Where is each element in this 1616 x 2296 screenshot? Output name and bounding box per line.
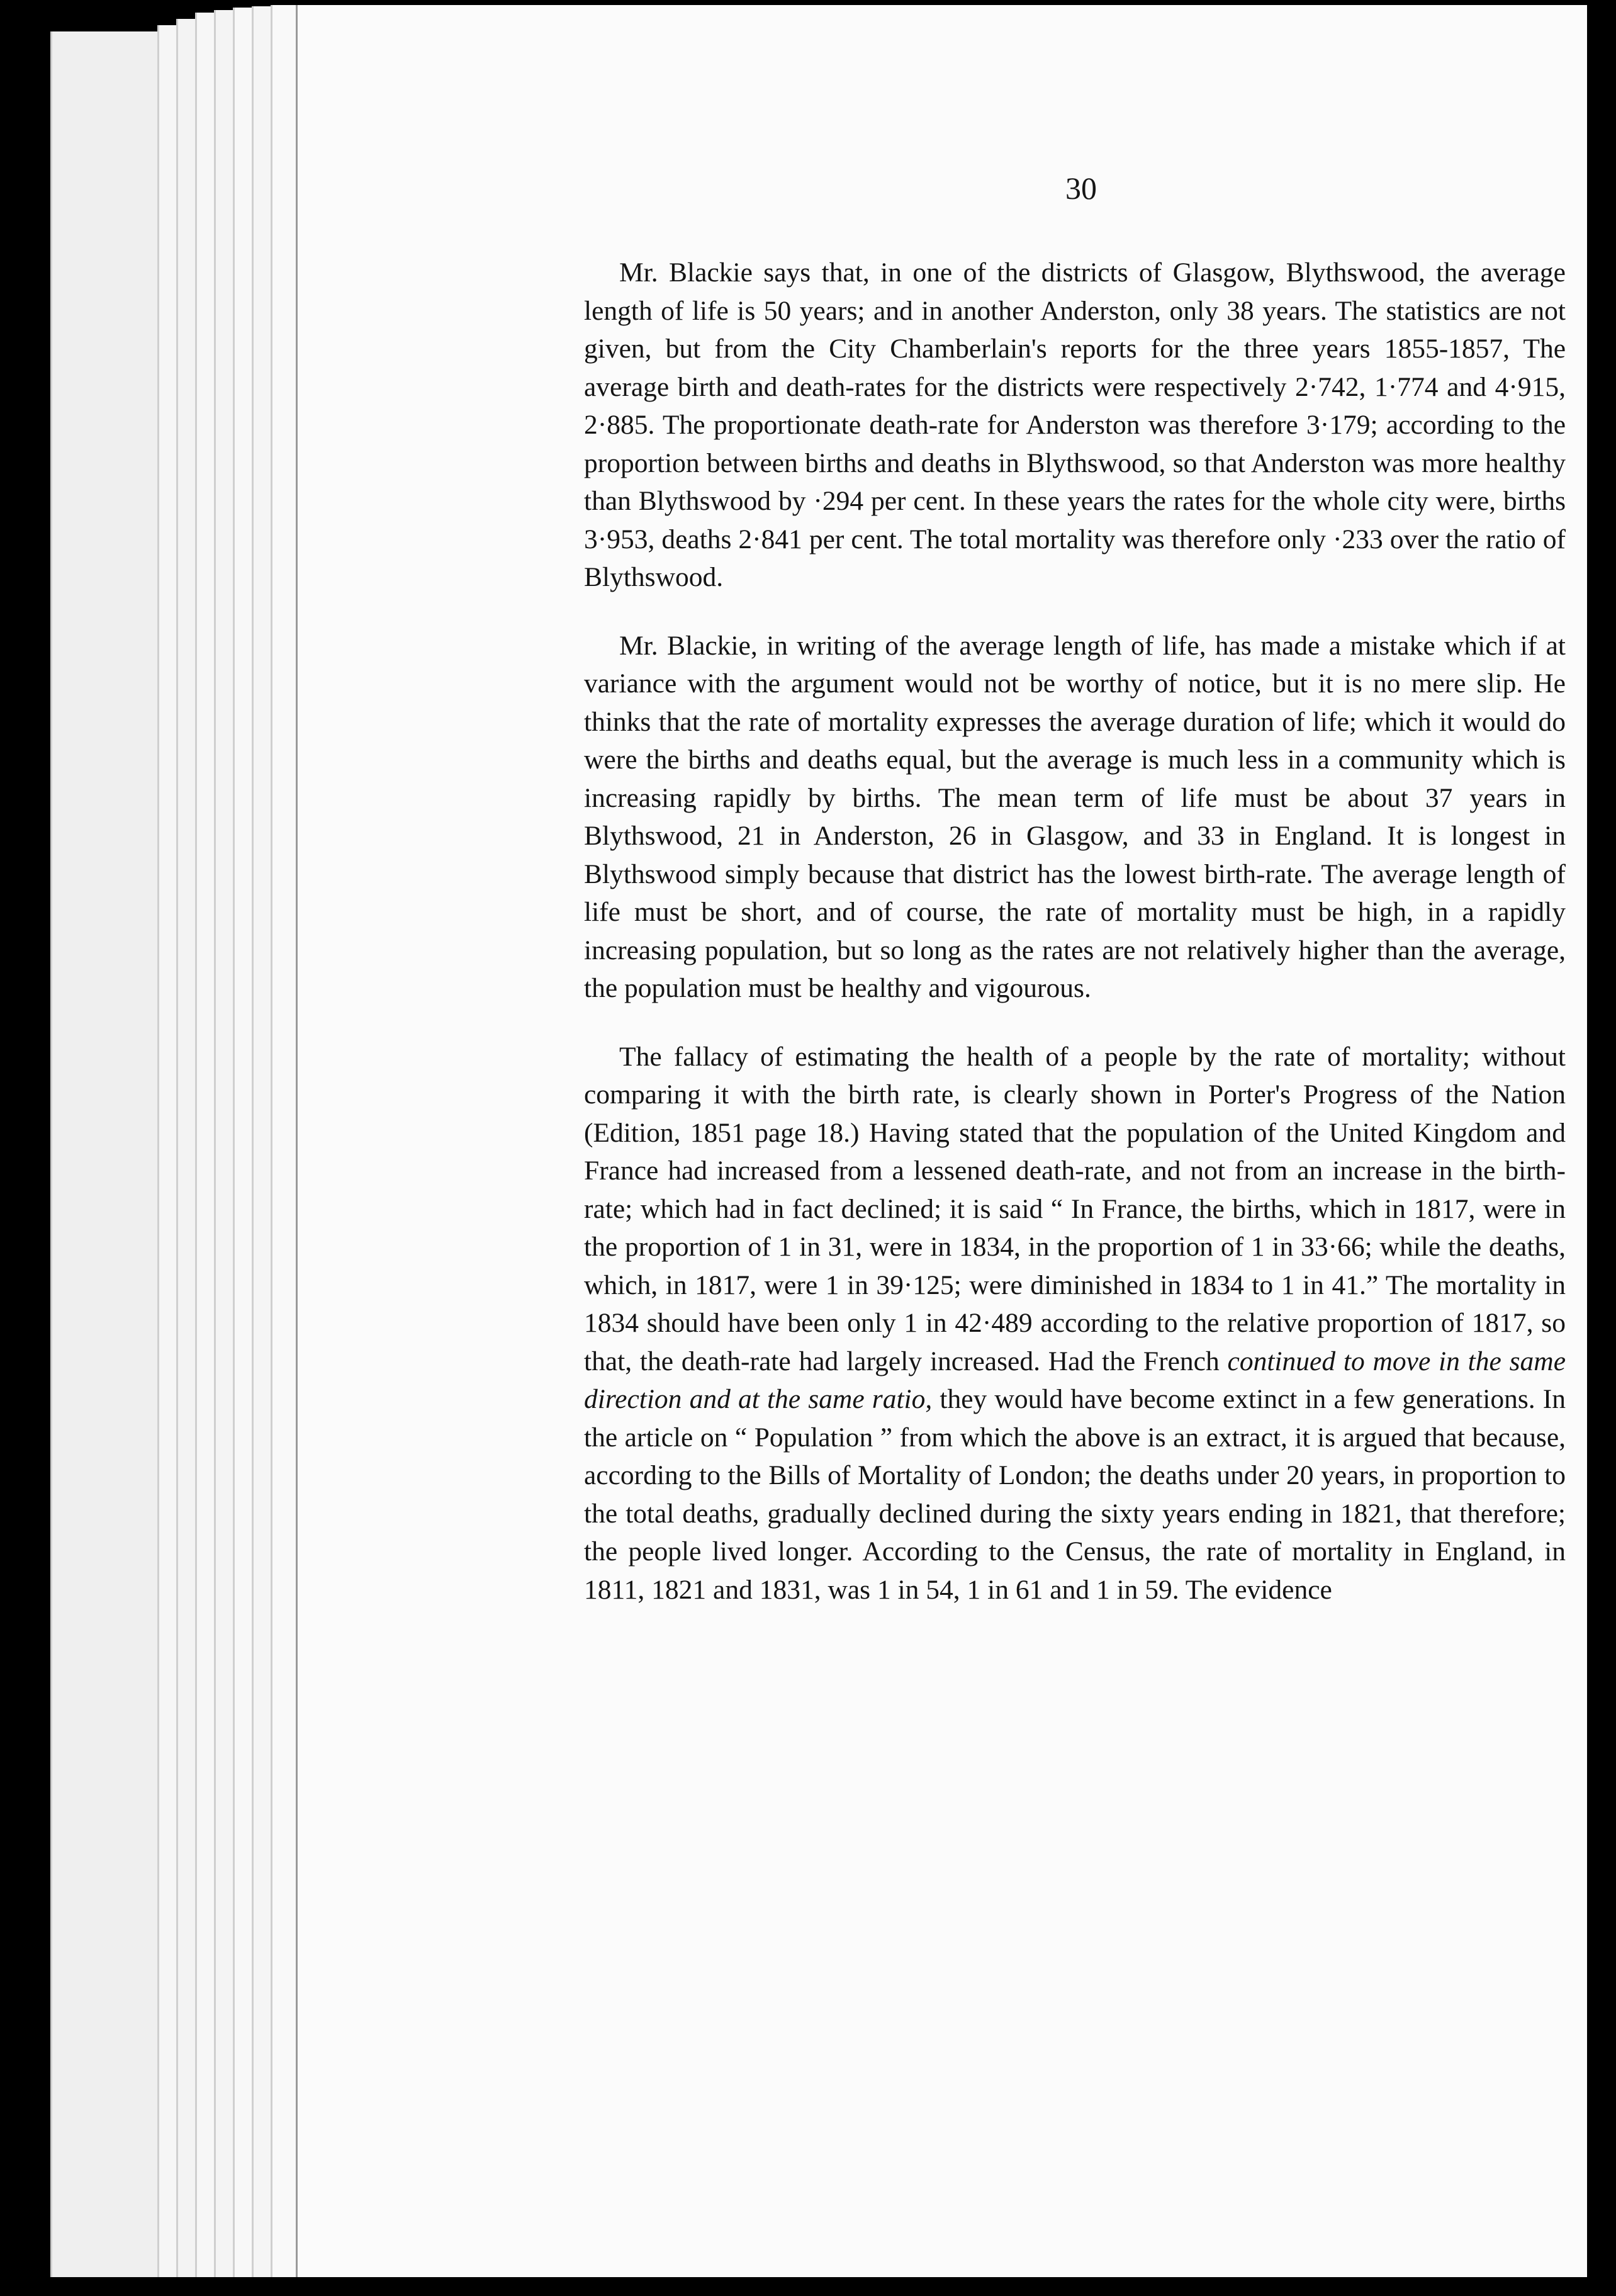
paragraph-3-part-1: The fallacy of estimating the health of a people by the rate of mortality; without comparing it with the birth rate, is clearly shown in Porter's Progress of the Nation (Edition, 1851 page 18.) Having stated that the population of the United Kingdom and France had increased from a lessened death-rate, and not from an increase in the birth-rate; which had in fact declined; it is said “ In France, the births, which in 1817, were in the proportion of 1 in 31, were in 1834, in the proportion of 1 in 33·66; while the deaths, which, in 1817, were 1 in 39·125; were diminished in 1834 to 1 in 41.” The mortality in 1834 should have been only 1 in 42·489 according to the relative proportion of 1817, so that, the death-rate had largely increased. Had the French	[584, 1041, 1566, 1376]
paragraph-1: Mr. Blackie says that, in one of the districts of Glasgow, Blythswood, the average length of life is 50 years; and in another Anderston, only 38 years. The statistics are not given, but from the City Chamberlain's reports for the three years 1855-1857, The average birth and death-rates for the districts were respectively 2·742, 1·774 and 4·915, 2·885. The proportionate death-rate for Anderston was therefore 3·179; according to the proportion between births and deaths in Blythswood, so that Anderston was more healthy than Blythswood by ·294 per cent. In these years the rates for the whole city were, births 3·953, deaths 2·841 per cent. The total mortality was therefore only ·233 over the ratio of Blythswood.	[584, 257, 1566, 592]
body-text	[584, 254, 1566, 1609]
page-number: 30	[1065, 171, 1097, 206]
paragraph-3	[584, 1038, 1566, 1609]
document-page	[296, 5, 1587, 2277]
paragraph-2: Mr. Blackie, in writing of the average length of life, has made a mistake which if at variance with the argument would not be worthy of notice, but it is no mere slip. He thinks that the rate of mortality expresses the average duration of life; which it would do were the births and deaths equal, but the average is much less in a community which is increasing rapidly by births. The mean term of life must be about 37 years in Blythswood, 21 in Anderston, 26 in Glasgow, and 33 in England. It is longest in Blythswood simply because that district has the lowest birth-rate. The average length of life must be short, and of course, the rate of mortality must be high, in a rapidly increasing population, but so long as the rates are not relatively higher than the average, the population must be healthy and vigourous.	[584, 630, 1566, 1003]
paragraph-3-italic: continued to move in the same direction and at the same ratio,	[584, 1346, 1566, 1414]
paragraph-3-part-2: they would have become extinct in a few generations. In the article on “ Population ” from which the above is an extract, it is argued that because, according to the Bills of Mortality of London; the deaths under 20 years, in proportion to the total deaths, gradually declined during the sixty years ending in 1821, that therefore; the people lived longer. According to the Census, the rate of mortality in England, in 1811, 1821 and 1831, was 1 in 54, 1 in 61 and 1 in 59. The evidence	[584, 1384, 1566, 1605]
